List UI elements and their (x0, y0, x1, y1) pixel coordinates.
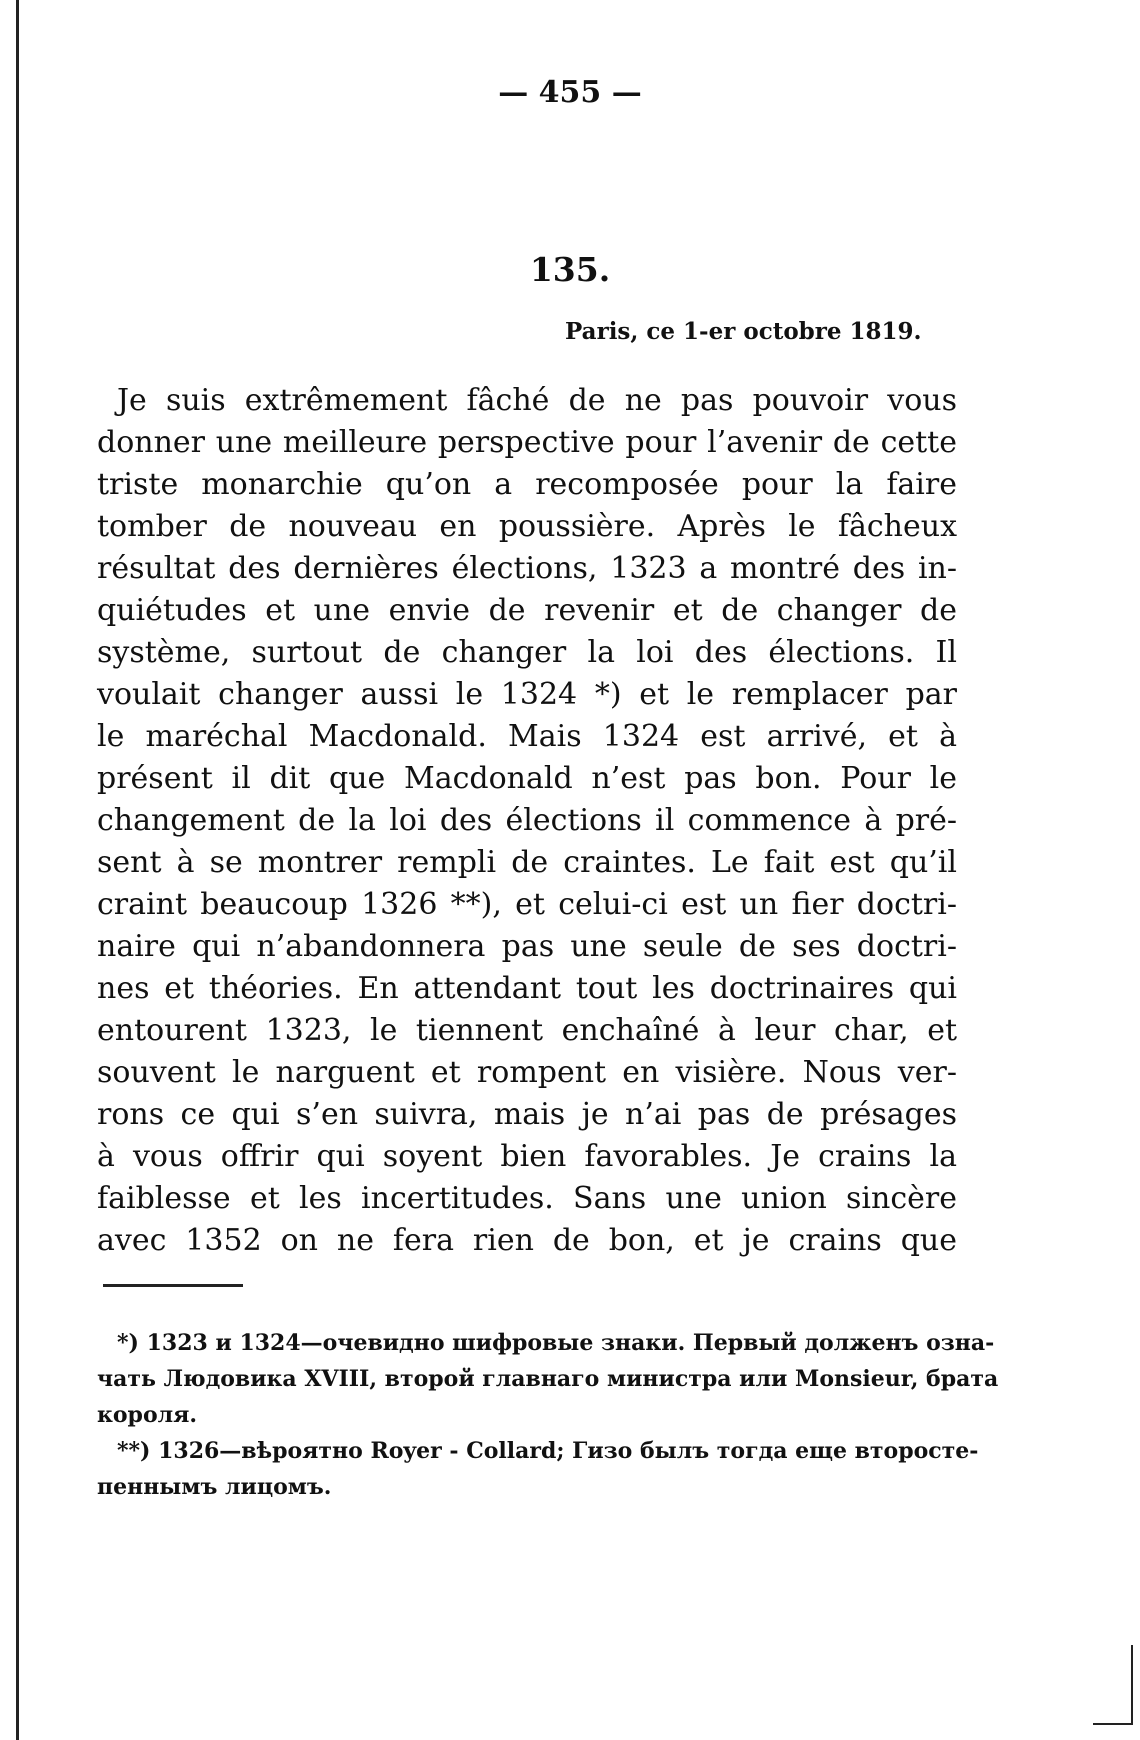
body-line: sent à se montrer rempli de craintes. Le fait est qu’il (97, 845, 957, 880)
body-line: changement de la loi des élections il commence à pré- (97, 803, 957, 838)
body-line: craint beaucoup 1326 **), et celui-ci est un fier doctri- (97, 887, 957, 922)
body-line: Je suis extrêmement fâché de ne pas pouvoir vous (117, 383, 957, 418)
body-line: donner une meilleure perspective pour l’avenir de cette (97, 425, 957, 460)
letter-body (97, 380, 957, 1262)
body-line: rons ce qui s’en suivra, mais je n’ai pas de présages (97, 1097, 957, 1132)
body-line: le maréchal Macdonald. Mais 1324 est arrivé, et à (97, 719, 957, 754)
dateline: Paris, ce 1-er octobre 1819. (565, 318, 922, 345)
body-line: système, surtout de changer la loi des élections. Il (97, 635, 957, 670)
body-line: naire qui n’abandonnera pas une seule de ses doctri- (97, 929, 957, 964)
body-line: triste monarchie qu’on a recomposée pour la faire (97, 467, 957, 502)
body-line: avec 1352 on ne fera rien de bon, et je crains que (97, 1223, 957, 1258)
letter-number: 135. (529, 250, 611, 289)
footnote-line: пеннымъ лицомъ. (97, 1474, 332, 1500)
footnote-line: короля. (97, 1402, 198, 1428)
footnote-line: чать Людовика XVIII, второй главнаго министра или Monsieur, брата (97, 1366, 999, 1392)
body-line: présent il dit que Macdonald n’est pas bon. Pour le (97, 761, 957, 796)
body-line: souvent le narguent et rompent en visière. Nous ver- (97, 1055, 957, 1090)
footnote-divider (103, 1284, 243, 1287)
footnote-2 (97, 1433, 979, 1505)
body-line: résultat des dernières élections, 1323 a montré des in- (97, 551, 957, 586)
footnotes (97, 1325, 999, 1505)
footnote-line: **) 1326—вѣроятно Royer - Collard; Гизо былъ тогда еще второсте- (117, 1438, 979, 1464)
body-line: quiétudes et une envie de revenir et de changer de (97, 593, 957, 628)
body-line: tomber de nouveau en poussière. Après le fâcheux (97, 509, 957, 544)
body-line: à vous offrir qui soyent bien favorables. Je crains la (97, 1139, 957, 1174)
footnote-1 (97, 1325, 999, 1433)
footnote-line: *) 1323 и 1324—очевидно шифровые знаки. Первый долженъ озна- (117, 1330, 995, 1356)
body-line: faiblesse et les incertitudes. Sans une union sincère (97, 1181, 957, 1216)
body-line: nes et théories. En attendant tout les doctrinaires qui (97, 971, 957, 1006)
body-line: voulait changer aussi le 1324 *) et le remplacer par (97, 677, 957, 712)
page-number: — 455 — (498, 75, 642, 110)
body-line: entourent 1323, le tiennent enchaîné à leur char, et (97, 1013, 957, 1048)
corner-crop-mark (1093, 1645, 1133, 1725)
